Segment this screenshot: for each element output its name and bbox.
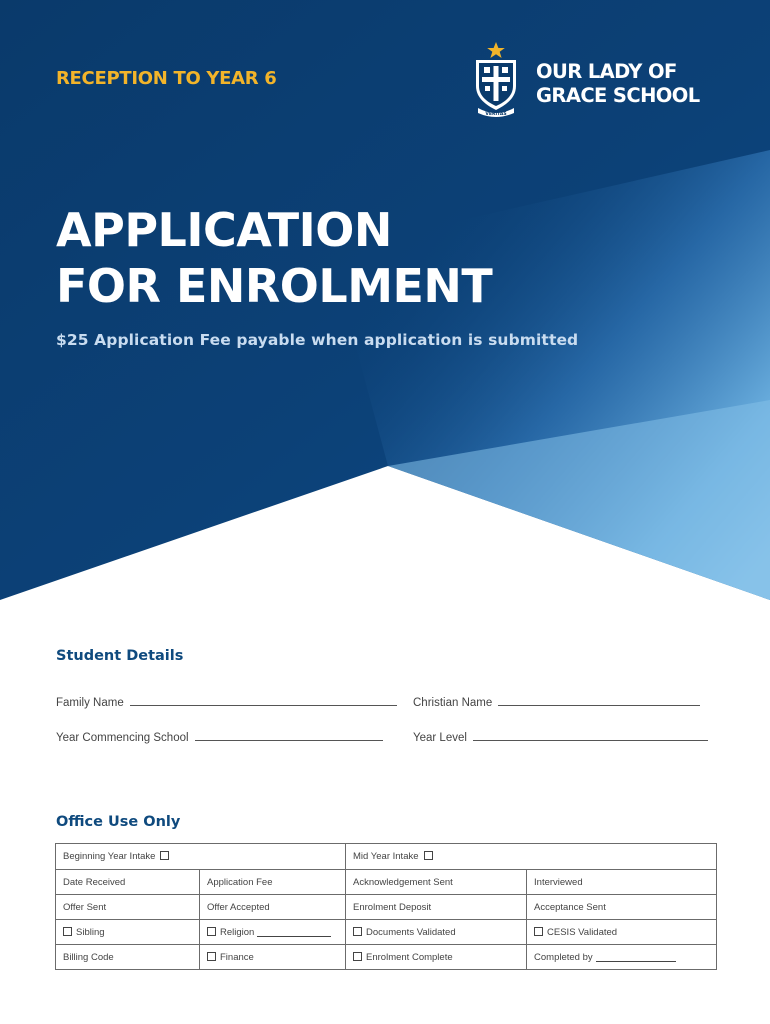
completed-by-line[interactable] [596, 960, 676, 962]
documents-validated-label: Documents Validated [366, 926, 456, 938]
school-name [536, 60, 700, 108]
table-row [56, 920, 717, 945]
documents-validated-checkbox[interactable] [353, 927, 362, 936]
enrolment-deposit-cell[interactable]: Enrolment Deposit [346, 895, 527, 920]
crest-motto: VERITAS [485, 112, 507, 117]
finance-label: Finance [220, 951, 254, 963]
table-row [56, 895, 717, 920]
table-row [56, 844, 717, 870]
mid-intake-label: Mid Year Intake [353, 851, 419, 862]
family-name-line[interactable] [130, 704, 397, 706]
grade-range-label: RECEPTION TO YEAR 6 [56, 68, 277, 89]
year-commencing-line[interactable] [195, 739, 383, 741]
cesis-validated-label: CESIS Validated [547, 926, 618, 938]
billing-code-cell[interactable]: Billing Code [56, 945, 200, 970]
religion-label: Religion [220, 926, 255, 938]
year-level-field[interactable] [413, 732, 708, 744]
application-fee-note: $25 Application Fee payable when application is submitted [56, 331, 579, 349]
application-fee-cell[interactable]: Application Fee [200, 870, 346, 895]
table-row [56, 945, 717, 970]
enrolment-complete-checkbox[interactable] [353, 952, 362, 961]
christian-name-label: Christian Name [413, 697, 493, 709]
school-name-line-1: OUR LADY OF [536, 60, 677, 83]
mid-intake-checkbox[interactable] [424, 851, 433, 860]
year-commencing-field[interactable] [56, 732, 383, 744]
sibling-checkbox[interactable] [63, 927, 72, 936]
finance-checkbox[interactable] [207, 952, 216, 961]
cesis-validated-checkbox[interactable] [534, 927, 543, 936]
religion-line[interactable] [257, 935, 331, 937]
sibling-label: Sibling [76, 926, 105, 938]
completed-by-cell[interactable] [527, 945, 717, 970]
beginning-intake-label: Beginning Year Intake [63, 851, 156, 862]
offer-accepted-cell[interactable]: Offer Accepted [200, 895, 346, 920]
title-line-1: APPLICATION [56, 203, 392, 257]
student-details-heading: Student Details [56, 648, 184, 664]
page-title [56, 202, 492, 314]
religion-checkbox[interactable] [207, 927, 216, 936]
office-use-table [55, 843, 717, 970]
school-name-line-2: GRACE SCHOOL [536, 84, 700, 107]
acknowledgement-sent-cell[interactable]: Acknowledgement Sent [346, 870, 527, 895]
christian-name-line[interactable] [498, 704, 700, 706]
offer-sent-cell[interactable]: Offer Sent [56, 895, 200, 920]
family-name-field[interactable] [56, 697, 397, 709]
sibling-cell[interactable] [56, 920, 200, 945]
beginning-intake-checkbox[interactable] [160, 851, 169, 860]
beginning-intake-cell[interactable] [56, 844, 346, 870]
acceptance-sent-cell[interactable]: Acceptance Sent [527, 895, 717, 920]
mid-intake-cell[interactable] [346, 844, 717, 870]
religion-cell[interactable] [200, 920, 346, 945]
year-level-label: Year Level [413, 732, 467, 744]
office-use-heading: Office Use Only [56, 814, 181, 830]
title-line-2: FOR ENROLMENT [56, 259, 493, 313]
date-received-cell[interactable]: Date Received [56, 870, 200, 895]
completed-by-label: Completed by [534, 951, 593, 963]
year-level-line[interactable] [473, 739, 708, 741]
documents-validated-cell[interactable] [346, 920, 527, 945]
table-row [56, 870, 717, 895]
school-crest-icon [468, 40, 524, 120]
enrolment-complete-cell[interactable] [346, 945, 527, 970]
family-name-label: Family Name [56, 697, 124, 709]
interviewed-cell[interactable]: Interviewed [527, 870, 717, 895]
cesis-validated-cell[interactable] [527, 920, 717, 945]
christian-name-field[interactable] [413, 697, 700, 709]
year-commencing-label: Year Commencing School [56, 732, 189, 744]
finance-cell[interactable] [200, 945, 346, 970]
enrolment-complete-label: Enrolment Complete [366, 951, 453, 963]
